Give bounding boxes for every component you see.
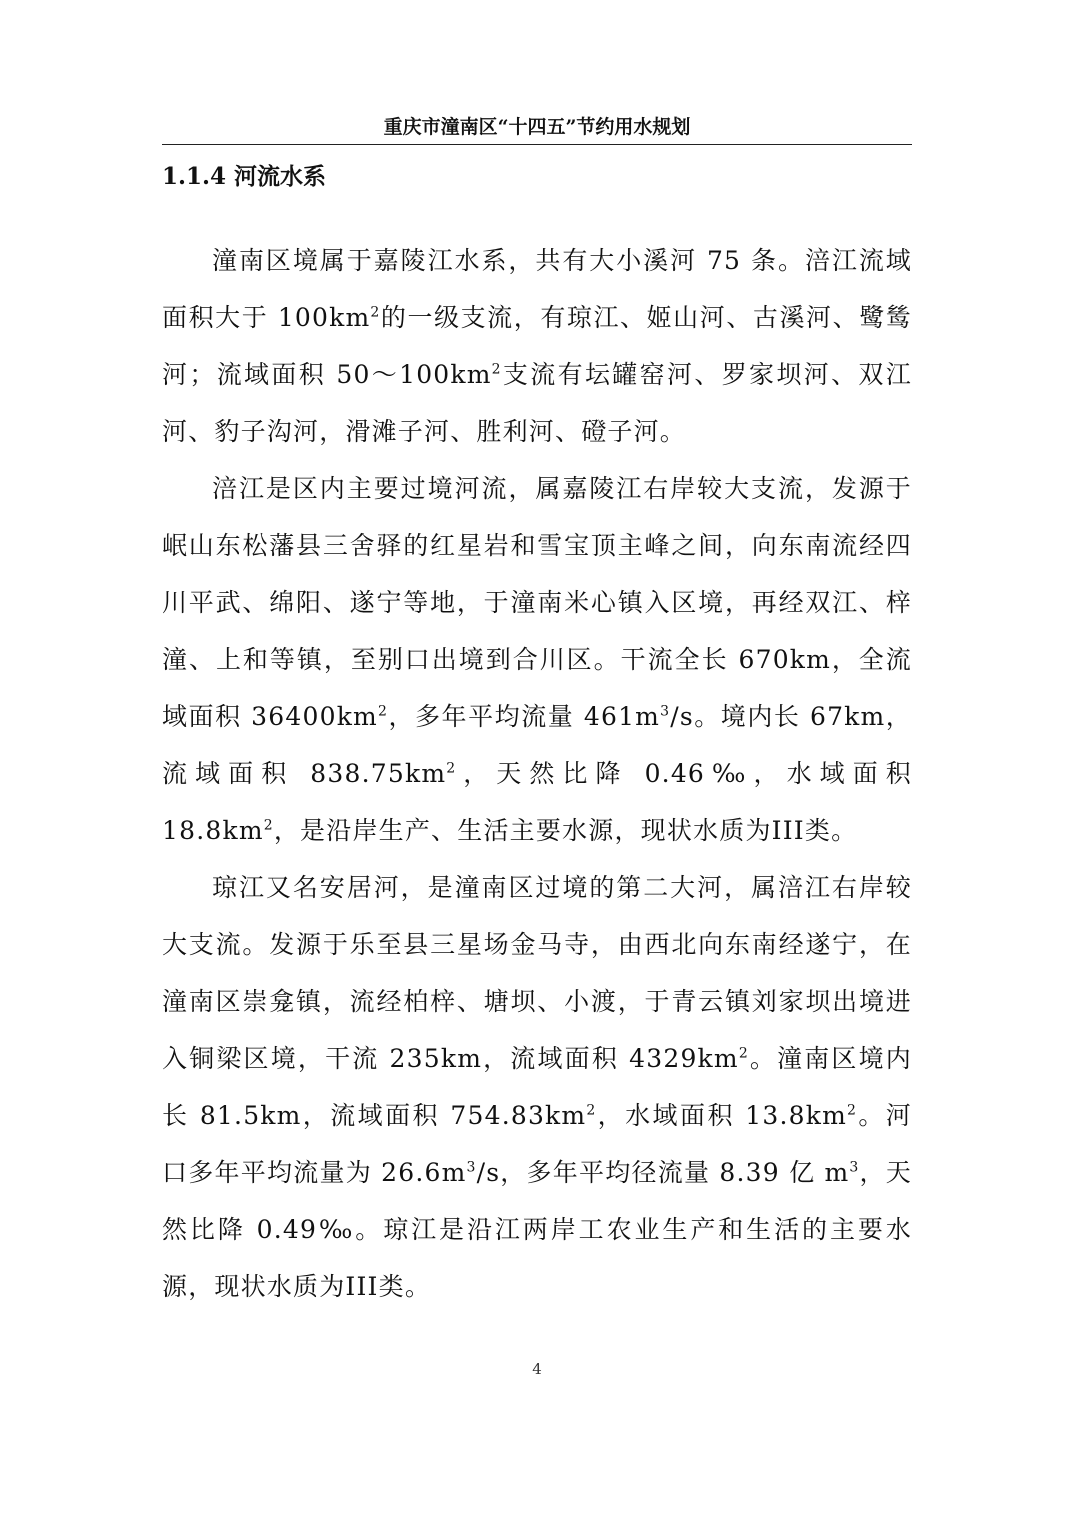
paragraph-qiongjiang: 琼江又名安居河，是潼南区过境的第二大河，属涪江右岸较大支流。发源于乐至县三星场金马寺，由西北向东南经遂宁，在潼南区崇龛镇，流经柏梓、塘坝、小渡，于青云镇刘家坝出境进入铜梁区境，干流 235km，流域面积 $4329km^2$。潼南区境内长 81.5km，流域面积 $754.83km^2$，水域面积 $13.8km^2$。河口多年平均流量为 $26.6m^3/s$，多年平均径流量 8.39 亿 $m^3$，天然比降 0.49‰。琼江是沿江两岸工农业生产和生活的主要水源，现状水质为III类。 <box>162 873 912 1301</box>
document-body <box>162 232 912 1315</box>
page-number: 4 <box>532 1360 542 1378</box>
section-heading: 1.1.4 河流水系 <box>162 163 327 190</box>
paragraph-fujiang: 涪江是区内主要过境河流，属嘉陵江右岸较大支流，发源于岷山东松藩县三舍驿的红星岩和雪宝顶主峰之间，向东南流经四川平武、绵阳、遂宁等地，于潼南米心镇入区境，再经双江、梓潼、上和等镇，至别口出境到合川区。干流全长 670km，全流域面积 $36400km^2$，多年平均流量 $461m^3/s$。境内长 67km，流域面积 $838.75km^2$，天然比降 0.46‰，水域面积 $18.8km^2$，是沿岸生产、生活主要水源，现状水质为III类。 <box>162 474 912 845</box>
running-header-title: 重庆市潼南区“十四五”节约用水规划 <box>383 116 691 138</box>
header-divider <box>162 144 912 145</box>
paragraph-river-system: 潼南区境属于嘉陵江水系，共有大小溪河 75 条。涪江流域面积大于 $100km^2$的一级支流，有琼江、姬山河、古溪河、鹭鸶河；流域面积 $50\sim 100km^2$支流有坛罐窑河、罗家坝河、双江河、豹子沟河，滑滩子河、胜利河、磴子河。 <box>162 246 912 446</box>
